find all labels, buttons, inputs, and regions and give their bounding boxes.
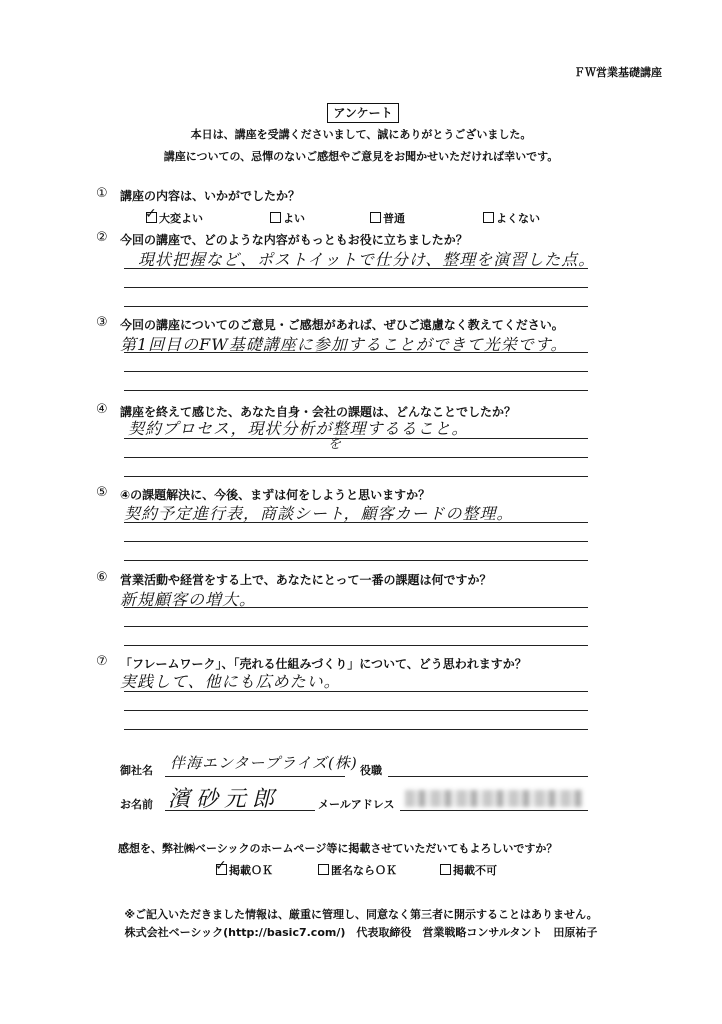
answer-line	[124, 268, 588, 269]
q4-text: 講座を終えて感じた、あなた自身・会社の課題は、どんなことでしたか？	[120, 405, 517, 419]
answer-line	[124, 306, 588, 307]
email-underline	[400, 810, 588, 811]
intro-line-1: 本日は、講座を受講くださいまして、誠にありがとうございました。	[190, 128, 532, 141]
position-label: 役職	[360, 764, 382, 777]
permission-option-not-allowed[interactable]: 掲載不可	[440, 862, 497, 878]
answer-line	[124, 607, 588, 608]
company-credit: 株式会社ベーシック(http://basic7.com/) 代表取締役 営業戦略コンサルタント 田原祐子	[124, 926, 598, 939]
q3-number: ③	[96, 315, 108, 330]
q7-answer[interactable]: 実践して、他にも広めたい。	[120, 672, 341, 691]
permission-option-anonymous[interactable]: 匿名ならＯＫ	[318, 862, 397, 878]
answer-line	[124, 457, 588, 458]
q1-option-very-good[interactable]: ✓大変よい	[146, 210, 203, 226]
answer-line	[124, 371, 588, 372]
q1-option-not-good[interactable]: よくない	[483, 210, 540, 226]
name-field[interactable]: 濱砂元郎	[168, 787, 281, 812]
answer-line	[124, 352, 588, 353]
q7-text: 「フレームワーク」、「売れる仕組みづくり」について、どう思われますか？	[120, 657, 527, 671]
permission-question: 感想を、弊社㈱ベーシックのホームページ等に掲載させていただいてもよろしいですか？	[118, 842, 558, 855]
answer-line	[124, 287, 588, 288]
answer-line	[124, 390, 588, 391]
answer-line	[124, 645, 588, 646]
company-field[interactable]: 伴海エンタープライズ(株)	[170, 754, 358, 772]
position-field[interactable]	[388, 776, 588, 777]
company-label: 御社名	[120, 764, 153, 777]
checkbox-icon	[370, 212, 381, 223]
answer-line	[124, 691, 588, 692]
q4-number: ④	[96, 402, 108, 417]
q6-text: 営業活動や経営をする上で、あなたにとって一番の課題は何ですか？	[120, 573, 492, 587]
answer-line	[124, 626, 588, 627]
answer-line	[124, 560, 588, 561]
q1-option-good[interactable]: よい	[270, 210, 305, 226]
q3-text: 今回の講座についてのご意見・ご感想があれば、ぜひご遠慮なく教えてください。	[120, 318, 564, 332]
answer-line	[124, 522, 588, 523]
permission-option-ok[interactable]: ✓掲載ＯＫ	[216, 862, 273, 878]
q6-number: ⑥	[96, 570, 108, 585]
name-label: お名前	[120, 798, 153, 811]
answer-line	[124, 710, 588, 711]
company-underline	[165, 776, 345, 777]
answer-line	[124, 729, 588, 730]
q2-answer[interactable]: 現状把握など、ポストイットで仕分け、整理を演習した点。	[138, 250, 596, 269]
name-underline	[165, 810, 315, 811]
page-title: アンケート	[327, 103, 399, 123]
q2-number: ②	[96, 230, 108, 245]
q1-number: ①	[96, 186, 108, 201]
checkbox-icon	[270, 212, 281, 223]
checkbox-checked-icon	[216, 864, 227, 875]
privacy-notice: ※ご記入いただきました情報は、厳重に管理し、同意なく第三者に開示することはありません。	[124, 908, 598, 921]
email-label: メールアドレス	[318, 798, 395, 811]
course-name: ＦＷ営業基礎講座	[574, 66, 662, 79]
email-redacted-field[interactable]	[405, 790, 583, 807]
q7-number: ⑦	[96, 654, 108, 669]
intro-line-2: 講座についての、忌憚のないご感想やご意見をお聞かせいただければ幸いです。	[163, 150, 559, 163]
q5-number: ⑤	[96, 485, 108, 500]
q4-answer[interactable]: 契約プロセス，現状分析が整理するること。	[128, 419, 469, 438]
q2-text: 今回の講座で、どのような内容がもっともお役に立ちましたか？	[120, 233, 468, 247]
q1-option-average[interactable]: 普通	[370, 210, 405, 226]
checkbox-checked-icon	[146, 212, 157, 223]
q3-answer[interactable]: 第1回目のFW基礎講座に参加することができて光栄です。	[120, 335, 568, 354]
q4-correction: を	[328, 437, 343, 452]
q5-text: ④の課題解決に、今後、まずは何をしようと思いますか？	[120, 488, 431, 502]
q5-answer[interactable]: 契約予定進行表，商談シート，顧客カードの整理。	[124, 504, 514, 523]
answer-line	[124, 476, 588, 477]
answer-line	[124, 438, 588, 439]
checkbox-icon	[440, 864, 451, 875]
answer-line	[124, 541, 588, 542]
checkbox-icon	[318, 864, 329, 875]
q6-answer[interactable]: 新規顧客の増大。	[120, 590, 257, 609]
checkbox-icon	[483, 212, 494, 223]
q1-text: 講座の内容は、いかがでしたか？	[120, 189, 301, 203]
